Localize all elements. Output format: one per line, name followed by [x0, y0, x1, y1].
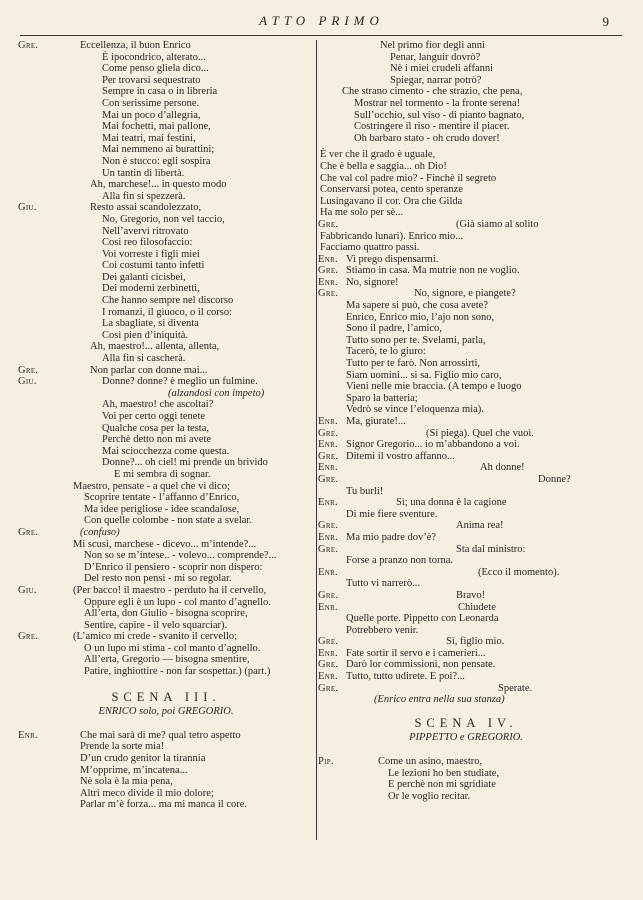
verse-line: [318, 196, 614, 208]
verse-line: [318, 75, 614, 87]
speaker-label: Gre.: [318, 659, 339, 671]
verse-line: [18, 753, 314, 765]
verse-text: Che è bella e saggia... oh Dio!: [320, 160, 447, 172]
speaker-label: Gre.: [318, 288, 339, 300]
verse-text: Vieni nelle mie braccia. (A tempo e luogo: [346, 381, 522, 393]
verse-line: [18, 307, 314, 319]
verse-line: [18, 272, 314, 284]
verse-text: Donne? donne? è meglio un fulmine.: [102, 376, 258, 388]
verse-text: Fabbricando lunari). Enrico mio...: [320, 230, 464, 242]
verse-line: [18, 585, 314, 597]
verse-line: [318, 288, 614, 300]
verse-line: [18, 260, 314, 272]
verse-line: [318, 768, 614, 780]
speaker-label: Enr.: [318, 497, 338, 509]
verse-line: [18, 492, 314, 504]
scene-characters: PIPPETTO e GREGORIO.: [409, 732, 523, 744]
verse-text: Patire, inghiottire - non far sospettar.) (part.): [84, 666, 271, 678]
running-header: ATTO PRIMO: [259, 13, 384, 28]
verse-text: Nè sola è la mia pena,: [80, 776, 173, 788]
verse-text: Ditemi il vostro affanno...: [346, 450, 455, 462]
verse-text: (Ecco il momento).: [478, 566, 560, 578]
verse-line: [18, 399, 314, 411]
verse-text: Spiegar, narrar potrò?: [390, 74, 482, 86]
verse-text: (Si piega). Quel che vuoi.: [426, 427, 534, 439]
verse-line: [318, 625, 614, 637]
speaker-label: Gre.: [318, 520, 339, 532]
verse-text: Nel primo fior degli anni: [380, 40, 485, 51]
verse-line: [318, 532, 614, 544]
verse-line: [318, 779, 614, 791]
verse-text: Sì, figlio mio.: [446, 636, 505, 648]
verse-text: Come penso gliela dico...: [102, 63, 209, 75]
verse-line: [318, 323, 614, 335]
speaker-label: Gre.: [318, 427, 339, 439]
speaker-label: Giu.: [18, 376, 37, 388]
verse-text: Nell’avervi ritrovato: [102, 225, 189, 237]
scene-heading: SCENA IV.: [414, 715, 518, 730]
verse-text: Or le voglio recitar.: [388, 790, 471, 802]
verse-line: [318, 648, 614, 660]
verse-line: [18, 353, 314, 365]
verse-line: [318, 428, 614, 440]
verse-line: [318, 231, 614, 243]
verse-text: Mi scusi, marchese - dicevo... m’intende?...: [73, 538, 257, 550]
verse-text: Tutto, tutto udirete. E poi?...: [346, 671, 465, 683]
verse-text: I romanzi, il giuoco, o il corso:: [102, 306, 233, 318]
verse-line: [18, 469, 314, 481]
verse-text: Oppure egli è un lupo - col manto d’agnello.: [84, 596, 271, 608]
verse-text: Mai fochetti, mai pallone,: [102, 121, 211, 133]
verse-line: [18, 191, 314, 203]
speaker-label: Enr.: [318, 566, 338, 578]
verse-text: Forse a pranzo non torna.: [346, 555, 454, 567]
verse-text: Scoprire tentate - l’affanno d’Enrico,: [84, 492, 240, 504]
verse-line: [318, 358, 614, 370]
stage-direction: (alzandosi con impeto): [168, 387, 265, 399]
speaker-label: Pip.: [318, 756, 334, 768]
verse-line: [318, 52, 614, 64]
verse-text: Del resto non pensi - mi so regolar.: [84, 573, 232, 585]
verse-text: Costringere il riso - mentire il piacer.: [354, 121, 510, 133]
verse-text: Signor Gregorio... io m’abbandono a voi.: [346, 439, 520, 451]
verse-line: [318, 520, 614, 532]
speaker-label: Enr.: [318, 647, 338, 659]
verse-text: Per trovarsi sequestrato: [102, 74, 201, 86]
verse-text: D’Enrico il pensiero - scoprir non dispero:: [84, 561, 263, 573]
verse-text: Così pien d’iniquità.: [102, 329, 189, 341]
right-column: [318, 40, 614, 802]
verse-line: [318, 393, 614, 405]
verse-text: Alla fin si spezzerà.: [102, 190, 186, 202]
verse-line: [318, 173, 614, 185]
verse-line: [18, 654, 314, 666]
speaker-label: Gre.: [318, 265, 339, 277]
verse-text: Non parlar con donne mai...: [90, 364, 208, 376]
verse-text: Chiudete: [458, 601, 496, 613]
speaker-label: Gre.: [18, 526, 39, 538]
verse-line: [18, 214, 314, 226]
verse-line: [18, 75, 314, 87]
verse-text: Con serissime persone.: [102, 97, 200, 109]
verse-line: [18, 666, 314, 678]
verse-line: [18, 481, 314, 493]
verse-text: Ah, maestro! che ascoltai?: [102, 399, 214, 411]
verse-text: Prende la sorte mia!: [80, 741, 165, 753]
verse-line: [318, 161, 614, 173]
verse-line: [18, 341, 314, 353]
verse-line: [18, 741, 314, 753]
verse-text: Tu burli!: [346, 485, 384, 497]
verse-line: [318, 242, 614, 254]
verse-line: [18, 730, 314, 742]
verse-text: Resto assai scandolezzato,: [90, 202, 202, 214]
verse-line: [318, 381, 614, 393]
verse-text: La sbagliate, si diventa: [102, 318, 199, 330]
verse-text: All’erta, don Giulio - bisogna scoprire,: [84, 608, 248, 620]
speaker-label: Gre.: [318, 218, 339, 230]
verse-text: Sparo la batteria;: [346, 392, 418, 404]
verse-text: Bravo!: [456, 589, 486, 601]
verse-text: Quelle porte. Pippetto con Leonarda: [346, 613, 499, 625]
verse-line: [318, 277, 614, 289]
verse-line: [318, 149, 614, 161]
verse-text: Ma sapere si può, che cosa avete?: [346, 300, 488, 312]
verse-line: [318, 555, 614, 567]
verse-text: Voi per certo oggi tenete: [102, 411, 206, 422]
verse-line: [18, 133, 314, 145]
verse-line: [318, 370, 614, 382]
verse-line: [318, 404, 614, 416]
verse-text: Parlar m’è forza... ma mi manca il core.: [80, 799, 248, 811]
speaker-label: Gre.: [18, 40, 39, 51]
verse-text: Di mie fiere sventure.: [346, 508, 438, 520]
verse-line: [318, 497, 614, 509]
verse-line: [18, 504, 314, 516]
verse-text: Come un asino, maestro,: [378, 756, 483, 768]
verse-text: E perchè non mi sgridiate: [388, 779, 496, 791]
verse-text: Donne?... oh ciel! mi prende un brivido: [102, 457, 268, 469]
verse-line: [318, 207, 614, 219]
verse-text: No, signore!: [346, 276, 399, 288]
verse-text: Voi vorreste i figli miei: [102, 248, 200, 260]
speaker-label: Gre.: [318, 682, 339, 694]
stage-direction: (confuso): [80, 526, 120, 538]
verse-text: È ver che il grado è uguale,: [320, 149, 436, 161]
verse-line: [18, 365, 314, 377]
verse-text: Ma idee perigliose - idee scandalose,: [84, 503, 240, 515]
verse-line: [318, 335, 614, 347]
verse-text: D’un crudo genitor la tirannia: [80, 753, 206, 765]
verse-text: Che val col padre mio? - Finchè il segreto: [320, 172, 497, 184]
verse-text: O un lupo mi stima - col manto d’agnello.: [84, 642, 261, 654]
speaker-label: Enr.: [318, 253, 338, 265]
speaker-label: Enr.: [318, 416, 338, 427]
verse-line: [318, 439, 614, 451]
verse-text: Con quelle colombe - non state a svelar.: [84, 515, 252, 527]
verse-line: [318, 133, 614, 145]
verse-line: [18, 318, 314, 330]
verse-text: Tacerò, te lo giuro:: [346, 346, 426, 358]
verse-text: Vi prego dispensarmi.: [346, 253, 439, 265]
verse-line: [18, 156, 314, 168]
verse-text: Sempre in casa o in libreria: [102, 86, 218, 98]
verse-line: [18, 52, 314, 64]
scene-heading: SCENA III.: [111, 689, 221, 704]
verse-line: [18, 597, 314, 609]
verse-text: Ah donne!: [480, 462, 525, 474]
verse-line: [318, 791, 614, 803]
verse-line: [18, 40, 314, 52]
verse-text: Sull’occhio, sul viso - di pianto bagnato,: [354, 109, 525, 121]
speaker-label: Gre.: [318, 589, 339, 601]
verse-line: [318, 40, 614, 52]
verse-line: [18, 121, 314, 133]
verse-line: [18, 237, 314, 249]
verse-line: [18, 179, 314, 191]
verse-text: Mostrar nel tormento - la fronte serena!: [354, 97, 521, 109]
verse-text: Oh barbaro stato - oh crudo dover!: [354, 132, 500, 144]
verse-line: [18, 63, 314, 75]
verse-line: [318, 451, 614, 463]
verse-line: [318, 110, 614, 122]
verse-line: [318, 636, 614, 648]
verse-line: [318, 567, 614, 579]
verse-text: Non è stucco: egli sospira: [102, 155, 211, 167]
verse-text: Ah, marchese!... in questo modo: [90, 179, 227, 191]
verse-line: [18, 86, 314, 98]
verse-text: Che hanno sempre nel discorso: [102, 295, 234, 307]
verse-line: [18, 643, 314, 655]
verse-text: Che mai sarà di me? qual tetro aspetto: [80, 729, 241, 741]
speaker-label: Enr.: [318, 531, 338, 543]
verse-line: [18, 550, 314, 562]
verse-line: [18, 98, 314, 110]
verse-line: [318, 683, 614, 695]
verse-line: [18, 620, 314, 632]
verse-line: [318, 254, 614, 266]
verse-text: Qualche cosa per la testa,: [102, 422, 209, 434]
verse-line: [318, 474, 614, 486]
verse-line: [18, 295, 314, 307]
verse-text: No, Gregorio, non vel taccio,: [102, 213, 225, 225]
verse-line: [318, 659, 614, 671]
verse-text: Ma mio padre dov’è?: [346, 531, 437, 543]
verse-text: Sentire, capire - il velo squarciar).: [84, 619, 228, 631]
page-number: 9: [602, 14, 609, 29]
verse-text: Facciamo quattro passi.: [320, 242, 420, 254]
verse-text: Potrebbero venir.: [346, 624, 419, 636]
verse-text: Penar, languir dovrò?: [390, 51, 481, 63]
verse-text: Maestro, pensate - a quel che vi dico;: [73, 480, 230, 492]
verse-line: [18, 330, 314, 342]
left-column: [18, 40, 314, 811]
verse-line: [18, 423, 314, 435]
verse-line: [318, 486, 614, 498]
spacer: [318, 744, 614, 756]
column-divider: [316, 40, 317, 840]
verse-line: [318, 184, 614, 196]
verse-line: [18, 446, 314, 458]
verse-text: Non so se m’intese.. - volevo... comprende?...: [84, 550, 277, 562]
verse-line: [318, 121, 614, 133]
verse-text: Le lezioni ho ben studiate,: [388, 767, 500, 779]
verse-line: [318, 613, 614, 625]
verse-text: Siam uomini... si sa. Figlio mio caro,: [346, 369, 502, 381]
speaker-label: Enr.: [318, 439, 338, 451]
verse-text: Mai nemmeno ai burattini;: [102, 144, 215, 156]
header-rule: [20, 35, 622, 36]
verse-line: [18, 249, 314, 261]
verse-line: [318, 219, 614, 231]
verse-line: [318, 694, 614, 706]
verse-text: Anima rea!: [456, 520, 504, 532]
verse-line: [318, 265, 614, 277]
verse-line: [318, 300, 614, 312]
verse-line: [318, 346, 614, 358]
verse-text: All’erta, Gregorio — bisogna smentire,: [84, 654, 250, 666]
verse-text: Coi costumi tanto infetti: [102, 260, 205, 272]
verse-text: Dei moderni zerbinetti,: [102, 283, 200, 295]
verse-text: Darò lor commissioni, non pensate.: [346, 659, 496, 671]
speaker-label: Enr.: [18, 729, 38, 741]
verse-line: [18, 799, 314, 811]
verse-text: Mai sciocchezza come questa.: [102, 445, 230, 457]
verse-text: (Già siamo al solito: [456, 218, 539, 230]
verse-line: [18, 765, 314, 777]
verse-text: E mi sembra di sognar.: [114, 468, 211, 480]
verse-line: [318, 416, 614, 428]
verse-text: Ah, maestro!... allenta, allenta,: [90, 341, 220, 353]
verse-text: Ha me solo per sè...: [320, 207, 404, 219]
verse-line: [18, 168, 314, 180]
verse-text: Che strano cimento - che strazio, che pena,: [342, 86, 523, 98]
verse-text: Alla fin si cascherà.: [102, 353, 186, 365]
verse-text: Mai teatri, mai festini,: [102, 132, 196, 144]
verse-line: [18, 226, 314, 238]
verse-line: [318, 86, 614, 98]
verse-text: Donne?: [538, 473, 571, 485]
verse-text: Stiamo in casa. Ma mutrie non ne voglio.: [346, 265, 520, 277]
verse-text: Tutto sono per te. Svelami, parla,: [346, 334, 486, 346]
verse-text: Nè i miei crudeli affanni: [390, 63, 494, 75]
verse-text: Tutto vi narrerò...: [346, 578, 420, 590]
verse-text: Mai un poco d’allegria,: [102, 109, 201, 121]
verse-line: [318, 602, 614, 614]
verse-line: [18, 631, 314, 643]
speaker-label: Enr.: [318, 601, 338, 613]
verse-text: Fate sortir il servo e i camerieri...: [346, 647, 486, 659]
verse-text: Tutto per te farò. Non arrossirti,: [346, 358, 481, 370]
speaker-label: Giu.: [18, 202, 37, 214]
verse-text: Sono il padre, l’amico,: [346, 323, 442, 335]
verse-line: [18, 788, 314, 800]
speaker-label: Gre.: [18, 631, 39, 643]
scene-characters: ENRICO solo, poi GREGORIO.: [98, 706, 234, 718]
speaker-label: Gre.: [318, 473, 339, 485]
verse-line: [18, 202, 314, 214]
verse-line: [318, 63, 614, 75]
verse-line: [18, 283, 314, 295]
verse-line: [18, 110, 314, 122]
spacer: [18, 718, 314, 730]
verse-text: Sì; una donna è la cagione: [396, 497, 507, 509]
verse-text: Eccellenza, il buon Enrico: [80, 40, 191, 51]
verse-line: [318, 544, 614, 556]
verse-text: Enrico, Enrico mio, l’ajo non sono,: [346, 311, 495, 323]
speaker-label: Gre.: [18, 364, 39, 376]
verse-line: [18, 376, 314, 388]
speaker-label: Gre.: [318, 636, 339, 648]
verse-line: [318, 756, 614, 768]
verse-line: [18, 562, 314, 574]
verse-line: [18, 776, 314, 788]
verse-text: (L’amico mi crede - svanito il cervello;: [73, 631, 238, 643]
verse-line: [318, 312, 614, 324]
verse-line: [18, 388, 314, 400]
speaker-label: Enr.: [318, 671, 338, 683]
verse-line: [18, 411, 314, 423]
verse-line: [318, 590, 614, 602]
verse-line: [318, 578, 614, 590]
verse-line: [18, 434, 314, 446]
verse-text: Altri meco divide il mio dolore;: [80, 787, 214, 799]
verse-text: Sta dal ministro:: [456, 543, 526, 555]
verse-line: [18, 457, 314, 469]
verse-text: È ipocondrico, alterato...: [102, 51, 206, 63]
speaker-label: Enr.: [318, 276, 338, 288]
verse-line: [18, 144, 314, 156]
verse-text: No, signore, e piangete?: [414, 288, 516, 300]
verse-text: Dei galanti cicisbei,: [102, 271, 186, 283]
verse-text: Lusingavano il cor. Ora che Gilda: [320, 195, 463, 207]
verse-text: (Per bacco! il maestro - perduto ha il cervello,: [73, 584, 267, 596]
verse-line: [318, 462, 614, 474]
stage-direction: (Enrico entra nella sua stanza): [374, 694, 505, 706]
verse-line: [318, 671, 614, 683]
speaker-label: Gre.: [318, 450, 339, 462]
verse-line: [18, 539, 314, 551]
verse-line: [18, 573, 314, 585]
speaker-label: Gre.: [318, 543, 339, 555]
verse-text: Ma, giurate!...: [346, 416, 406, 427]
speaker-label: Giu.: [18, 584, 37, 596]
verse-text: Conservarsi potea, cento speranze: [320, 184, 463, 196]
verse-line: [18, 527, 314, 539]
verse-text: M’opprime, m’incatena...: [80, 764, 188, 776]
verse-line: [318, 509, 614, 521]
verse-line: [18, 608, 314, 620]
verse-text: Sperate.: [498, 682, 533, 694]
speaker-label: Enr.: [318, 462, 338, 474]
verse-text: Perchè detto non mi avete: [102, 434, 212, 446]
verse-text: Un tantin di libertà.: [102, 167, 185, 179]
verse-text: Così reo filosofaccio:: [102, 237, 193, 249]
verse-text: Vedrò se vince l’eloquenza mia).: [346, 404, 484, 416]
verse-line: [318, 98, 614, 110]
verse-line: [18, 515, 314, 527]
